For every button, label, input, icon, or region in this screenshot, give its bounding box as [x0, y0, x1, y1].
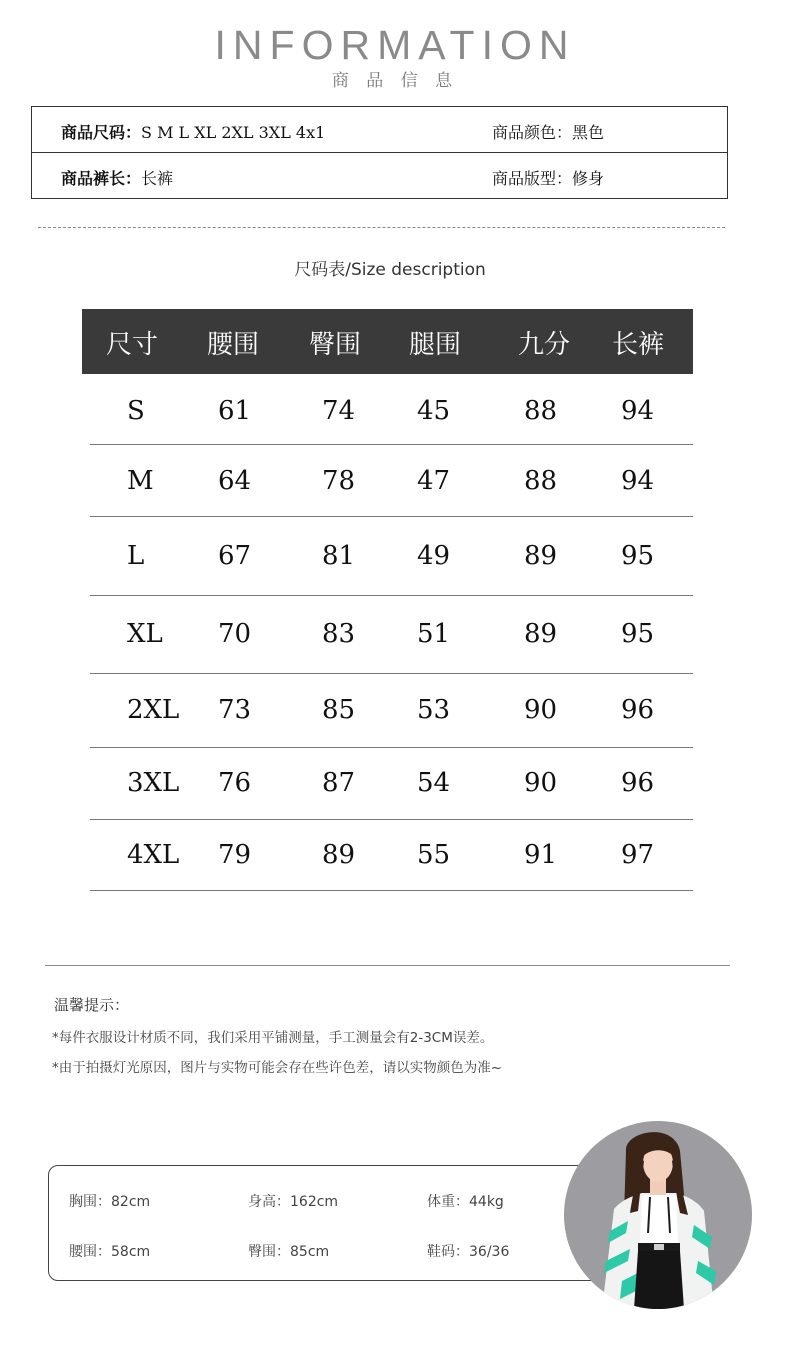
cell-full-length: 94 — [621, 396, 655, 426]
model-illustration — [564, 1121, 752, 1309]
cell-hip: 85 — [322, 695, 356, 725]
model-hip: 臀围：85cm — [248, 1244, 330, 1260]
info-color-label: 商品颜色： — [492, 123, 573, 142]
cell-full-length: 96 — [621, 695, 655, 725]
table-row — [90, 517, 693, 596]
info-size-label: 商品尺码： — [61, 123, 142, 142]
header-waist: 腰围 — [207, 330, 260, 360]
header-thigh: 腿围 — [409, 330, 462, 360]
row-divider — [90, 444, 693, 445]
cell-size: L — [127, 541, 145, 571]
info-row-1 — [32, 107, 727, 153]
cell-waist: 64 — [218, 466, 252, 496]
info-fit-value: 修身 — [572, 169, 605, 188]
cell-full-length: 96 — [621, 768, 655, 798]
model-shoe-size: 鞋码：36/36 — [427, 1244, 510, 1260]
cell-size: S — [127, 396, 145, 426]
cell-hip: 81 — [322, 541, 356, 571]
cell-thigh: 47 — [417, 466, 451, 496]
cell-cropped-length: 88 — [524, 466, 558, 496]
header-full-length: 长裤 — [612, 330, 665, 360]
cell-hip: 87 — [322, 768, 356, 798]
table-row — [90, 748, 693, 820]
cell-thigh: 55 — [417, 840, 451, 870]
model-photo — [564, 1121, 752, 1309]
tip-item: *每件衣服设计材质不同，我们采用平铺测量，手工测量会有2-3CM误差。 — [52, 1030, 494, 1046]
info-length-value: 长裤 — [141, 169, 174, 188]
cell-cropped-length: 91 — [524, 840, 558, 870]
size-table-caption: 尺码表/Size description — [294, 260, 486, 280]
info-length — [61, 166, 173, 189]
page-title-cn: 商 品 信 息 — [331, 71, 459, 91]
cell-waist: 79 — [218, 840, 252, 870]
cell-thigh: 49 — [417, 541, 451, 571]
tip-item: *由于拍摄灯光原因，图片与实物可能会存在些许色差，请以实物颜色为准~ — [52, 1060, 503, 1076]
table-row — [90, 674, 693, 748]
model-weight: 体重：44kg — [427, 1194, 504, 1210]
cell-full-length: 97 — [621, 840, 655, 870]
row-divider — [90, 890, 693, 891]
cell-waist: 67 — [218, 541, 252, 571]
cell-thigh: 45 — [417, 396, 451, 426]
table-row — [90, 446, 693, 517]
cell-thigh: 53 — [417, 695, 451, 725]
cell-waist: 73 — [218, 695, 252, 725]
cell-size: 3XL — [127, 768, 180, 798]
cell-cropped-length: 89 — [524, 541, 558, 571]
info-length-label: 商品裤长： — [61, 169, 142, 188]
cell-cropped-length: 90 — [524, 695, 558, 725]
cell-size: XL — [127, 619, 163, 649]
product-info-box — [31, 106, 728, 199]
size-table-header — [82, 309, 693, 374]
cell-hip: 83 — [322, 619, 356, 649]
cell-size: 2XL — [127, 695, 180, 725]
cell-thigh: 54 — [417, 768, 451, 798]
cell-hip: 78 — [322, 466, 356, 496]
table-row — [90, 378, 693, 445]
cell-size: M — [127, 466, 154, 496]
model-height: 身高：162cm — [248, 1194, 339, 1210]
dashed-divider — [38, 227, 725, 228]
cell-full-length: 95 — [621, 619, 655, 649]
cell-thigh: 51 — [417, 619, 451, 649]
header-cropped-length: 九分 — [518, 330, 571, 360]
info-fit — [492, 166, 604, 189]
info-color-value: 黑色 — [572, 123, 605, 142]
cell-cropped-length: 88 — [524, 396, 558, 426]
cell-waist: 70 — [218, 619, 252, 649]
info-color — [492, 120, 604, 143]
tips-title: 温馨提示： — [54, 996, 130, 1014]
info-size — [61, 120, 325, 143]
model-stats-box — [48, 1165, 608, 1281]
model-chest: 胸围：82cm — [69, 1194, 151, 1210]
info-size-value: S M L XL 2XL 3XL 4x1 — [141, 123, 326, 142]
page-title-en: INFORMATION — [214, 22, 576, 68]
info-row-2 — [32, 153, 727, 199]
cell-cropped-length: 90 — [524, 768, 558, 798]
info-fit-label: 商品版型： — [492, 169, 573, 188]
cell-hip: 89 — [322, 840, 356, 870]
cell-waist: 61 — [218, 396, 252, 426]
cell-full-length: 95 — [621, 541, 655, 571]
model-waist: 腰围：58cm — [69, 1244, 151, 1260]
cell-waist: 76 — [218, 768, 252, 798]
cell-size: 4XL — [127, 840, 180, 870]
header-hip: 臀围 — [309, 330, 362, 360]
cell-full-length: 94 — [621, 466, 655, 496]
table-row — [90, 820, 693, 891]
cell-hip: 74 — [322, 396, 356, 426]
header-size: 尺寸 — [106, 330, 159, 360]
table-row — [90, 596, 693, 674]
cell-cropped-length: 89 — [524, 619, 558, 649]
section-divider — [45, 965, 730, 966]
